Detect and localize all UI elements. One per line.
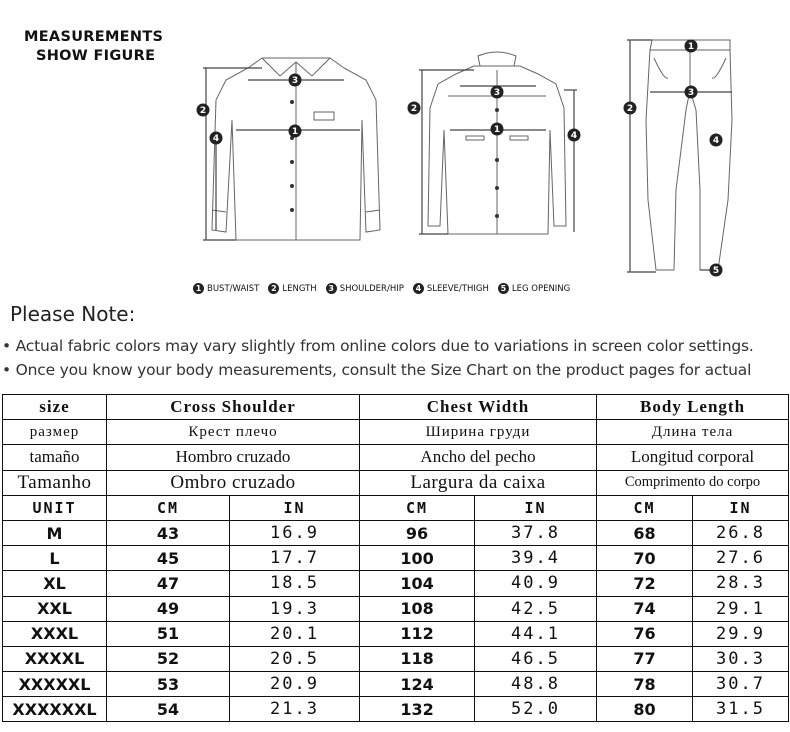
length-cm-cell: 68 bbox=[597, 520, 693, 545]
unit-in: IN bbox=[693, 495, 789, 520]
header-row-es bbox=[3, 445, 789, 470]
svg-text:4: 4 bbox=[212, 134, 220, 144]
legend-number-icon: 4 bbox=[413, 283, 424, 294]
badge-icon bbox=[197, 104, 210, 117]
size-cell: XL bbox=[3, 571, 107, 596]
chest-in-cell: 46.5 bbox=[475, 646, 597, 671]
badge-icon bbox=[685, 40, 698, 53]
shoulder-cm-cell: 47 bbox=[107, 571, 230, 596]
svg-text:3: 3 bbox=[493, 88, 501, 98]
length-cm-cell: 77 bbox=[597, 646, 693, 671]
size-cell: XXL bbox=[3, 596, 107, 621]
chest-in-cell: 42.5 bbox=[475, 596, 597, 621]
length-cm-cell: 76 bbox=[597, 621, 693, 646]
chest-in-cell: 40.9 bbox=[475, 571, 597, 596]
figure-title-line2: SHOW FIGURE bbox=[36, 48, 156, 64]
header-chest-width: Chest Width bbox=[360, 395, 597, 420]
svg-text:4: 4 bbox=[712, 136, 720, 146]
pants-figure bbox=[646, 40, 732, 270]
shoulder-cm-cell: 43 bbox=[107, 520, 230, 545]
badge-icon bbox=[408, 102, 421, 115]
length-in-cell: 30.7 bbox=[693, 672, 789, 697]
legend-item bbox=[193, 283, 259, 294]
header-chest-es: Ancho del pecho bbox=[360, 445, 597, 470]
chest-cm-cell: 112 bbox=[360, 621, 475, 646]
table-row bbox=[3, 596, 789, 621]
header-length-es: Longitud corporal bbox=[597, 445, 789, 470]
header-size: size bbox=[3, 395, 107, 420]
header-body-length: Body Length bbox=[597, 395, 789, 420]
length-in-cell: 31.5 bbox=[693, 697, 789, 722]
size-cell: M bbox=[3, 520, 107, 545]
header-size-pt: Tamanho bbox=[3, 470, 107, 495]
table-row bbox=[3, 546, 789, 571]
size-chart-table bbox=[2, 394, 789, 722]
svg-text:3: 3 bbox=[291, 76, 299, 86]
note-line-2: • Once you know your body measurements, consult the Size Chart on the product pages for actual bbox=[2, 361, 752, 379]
measurement-diagram bbox=[0, 0, 790, 300]
chest-cm-cell: 96 bbox=[360, 520, 475, 545]
length-cm-cell: 78 bbox=[597, 672, 693, 697]
header-shoulder-pt: Ombro cruzado bbox=[107, 470, 360, 495]
size-cell: XXXXL bbox=[3, 646, 107, 671]
size-cell: XXXXXL bbox=[3, 672, 107, 697]
chest-in-cell: 39.4 bbox=[475, 546, 597, 571]
length-in-cell: 28.3 bbox=[693, 571, 789, 596]
header-cross-shoulder: Cross Shoulder bbox=[107, 395, 360, 420]
header-length-pt: Comprimento do corpo bbox=[597, 470, 789, 495]
svg-text:1: 1 bbox=[291, 127, 299, 137]
shoulder-in-cell: 18.5 bbox=[230, 571, 360, 596]
chest-in-cell: 48.8 bbox=[475, 672, 597, 697]
chest-in-cell: 52.0 bbox=[475, 697, 597, 722]
header-shoulder-ru: Крест плечо bbox=[107, 420, 360, 445]
shoulder-in-cell: 20.9 bbox=[230, 672, 360, 697]
badge-icon bbox=[491, 123, 504, 136]
badge-icon bbox=[491, 86, 504, 99]
shoulder-cm-cell: 54 bbox=[107, 697, 230, 722]
shoulder-in-cell: 21.3 bbox=[230, 697, 360, 722]
legend-number-icon: 1 bbox=[193, 283, 204, 294]
table-row bbox=[3, 672, 789, 697]
badge-icon bbox=[289, 125, 302, 138]
header-shoulder-es: Hombro cruzado bbox=[107, 445, 360, 470]
chest-cm-cell: 118 bbox=[360, 646, 475, 671]
badge-icon bbox=[568, 129, 581, 142]
svg-text:1: 1 bbox=[687, 42, 695, 52]
jacket-figure bbox=[428, 52, 566, 234]
legend-item bbox=[498, 283, 570, 294]
chest-in-cell: 37.8 bbox=[475, 520, 597, 545]
diagram-badges bbox=[197, 40, 723, 277]
legend-label: SHOULDER/HIP bbox=[339, 283, 404, 294]
table-row bbox=[3, 646, 789, 671]
unit-in: IN bbox=[230, 495, 360, 520]
header-row-en bbox=[3, 395, 789, 420]
table-row bbox=[3, 697, 789, 722]
figure-title-line1: MEASUREMENTS bbox=[24, 29, 164, 45]
svg-text:1: 1 bbox=[493, 125, 501, 135]
length-cm-cell: 70 bbox=[597, 546, 693, 571]
unit-cm: CM bbox=[107, 495, 230, 520]
size-cell: XXXXXXL bbox=[3, 697, 107, 722]
shoulder-in-cell: 20.1 bbox=[230, 621, 360, 646]
header-size-es: tamaño bbox=[3, 445, 107, 470]
badge-icon bbox=[710, 134, 723, 147]
note-title: Please Note: bbox=[10, 302, 136, 326]
length-cm-cell: 80 bbox=[597, 697, 693, 722]
legend-item bbox=[268, 283, 316, 294]
chest-in-cell: 44.1 bbox=[475, 621, 597, 646]
legend-item bbox=[326, 283, 404, 294]
legend-label: BUST/WAIST bbox=[207, 283, 260, 294]
chest-cm-cell: 100 bbox=[360, 546, 475, 571]
length-in-cell: 30.3 bbox=[693, 646, 789, 671]
shoulder-cm-cell: 51 bbox=[107, 621, 230, 646]
unit-label: UNIT bbox=[3, 495, 107, 520]
length-cm-cell: 72 bbox=[597, 571, 693, 596]
unit-cm: CM bbox=[360, 495, 475, 520]
length-in-cell: 27.6 bbox=[693, 546, 789, 571]
size-cell: L bbox=[3, 546, 107, 571]
shirt-buttons bbox=[290, 100, 294, 212]
note-line-1: • Actual fabric colors may vary slightly from online colors due to variations in screen color settings. bbox=[2, 337, 754, 355]
shoulder-in-cell: 16.9 bbox=[230, 520, 360, 545]
chest-cm-cell: 108 bbox=[360, 596, 475, 621]
badge-icon bbox=[685, 86, 698, 99]
unit-cm: CM bbox=[597, 495, 693, 520]
svg-text:4: 4 bbox=[570, 131, 578, 141]
svg-text:2: 2 bbox=[410, 104, 418, 114]
size-cell: XXXL bbox=[3, 621, 107, 646]
legend-label: SLEEVE/THIGH bbox=[426, 283, 489, 294]
legend-item bbox=[413, 283, 489, 294]
header-chest-ru: Ширина груди bbox=[360, 420, 597, 445]
unit-in: IN bbox=[475, 495, 597, 520]
chest-cm-cell: 132 bbox=[360, 697, 475, 722]
legend-label: LEG OPENING bbox=[511, 283, 571, 294]
shoulder-cm-cell: 52 bbox=[107, 646, 230, 671]
shoulder-cm-cell: 53 bbox=[107, 672, 230, 697]
shoulder-in-cell: 20.5 bbox=[230, 646, 360, 671]
header-row-pt bbox=[3, 470, 789, 495]
length-in-cell: 29.9 bbox=[693, 621, 789, 646]
measurement-legend bbox=[193, 283, 570, 294]
svg-text:5: 5 bbox=[712, 266, 720, 276]
badge-icon bbox=[289, 74, 302, 87]
chest-cm-cell: 124 bbox=[360, 672, 475, 697]
shoulder-in-cell: 19.3 bbox=[230, 596, 360, 621]
length-in-cell: 26.8 bbox=[693, 520, 789, 545]
svg-text:2: 2 bbox=[626, 104, 634, 114]
badge-icon bbox=[210, 132, 223, 145]
unit-row bbox=[3, 495, 789, 520]
legend-label: LENGTH bbox=[282, 283, 317, 294]
shoulder-cm-cell: 49 bbox=[107, 596, 230, 621]
svg-text:3: 3 bbox=[687, 88, 695, 98]
shoulder-cm-cell: 45 bbox=[107, 546, 230, 571]
header-chest-pt: Largura da caixa bbox=[360, 470, 597, 495]
header-row-ru bbox=[3, 420, 789, 445]
svg-text:2: 2 bbox=[199, 106, 207, 116]
table-row bbox=[3, 621, 789, 646]
badge-icon bbox=[624, 102, 637, 115]
legend-number-icon: 5 bbox=[498, 283, 509, 294]
badge-icon bbox=[710, 264, 723, 277]
header-size-ru: размер bbox=[3, 420, 107, 445]
legend-number-icon: 3 bbox=[326, 283, 337, 294]
chest-cm-cell: 104 bbox=[360, 571, 475, 596]
shoulder-in-cell: 17.7 bbox=[230, 546, 360, 571]
length-cm-cell: 74 bbox=[597, 596, 693, 621]
table-row bbox=[3, 520, 789, 545]
table-row bbox=[3, 571, 789, 596]
pants-measure-lines bbox=[627, 40, 732, 272]
header-length-ru: Длина тела bbox=[597, 420, 789, 445]
legend-number-icon: 2 bbox=[268, 283, 279, 294]
length-in-cell: 29.1 bbox=[693, 596, 789, 621]
